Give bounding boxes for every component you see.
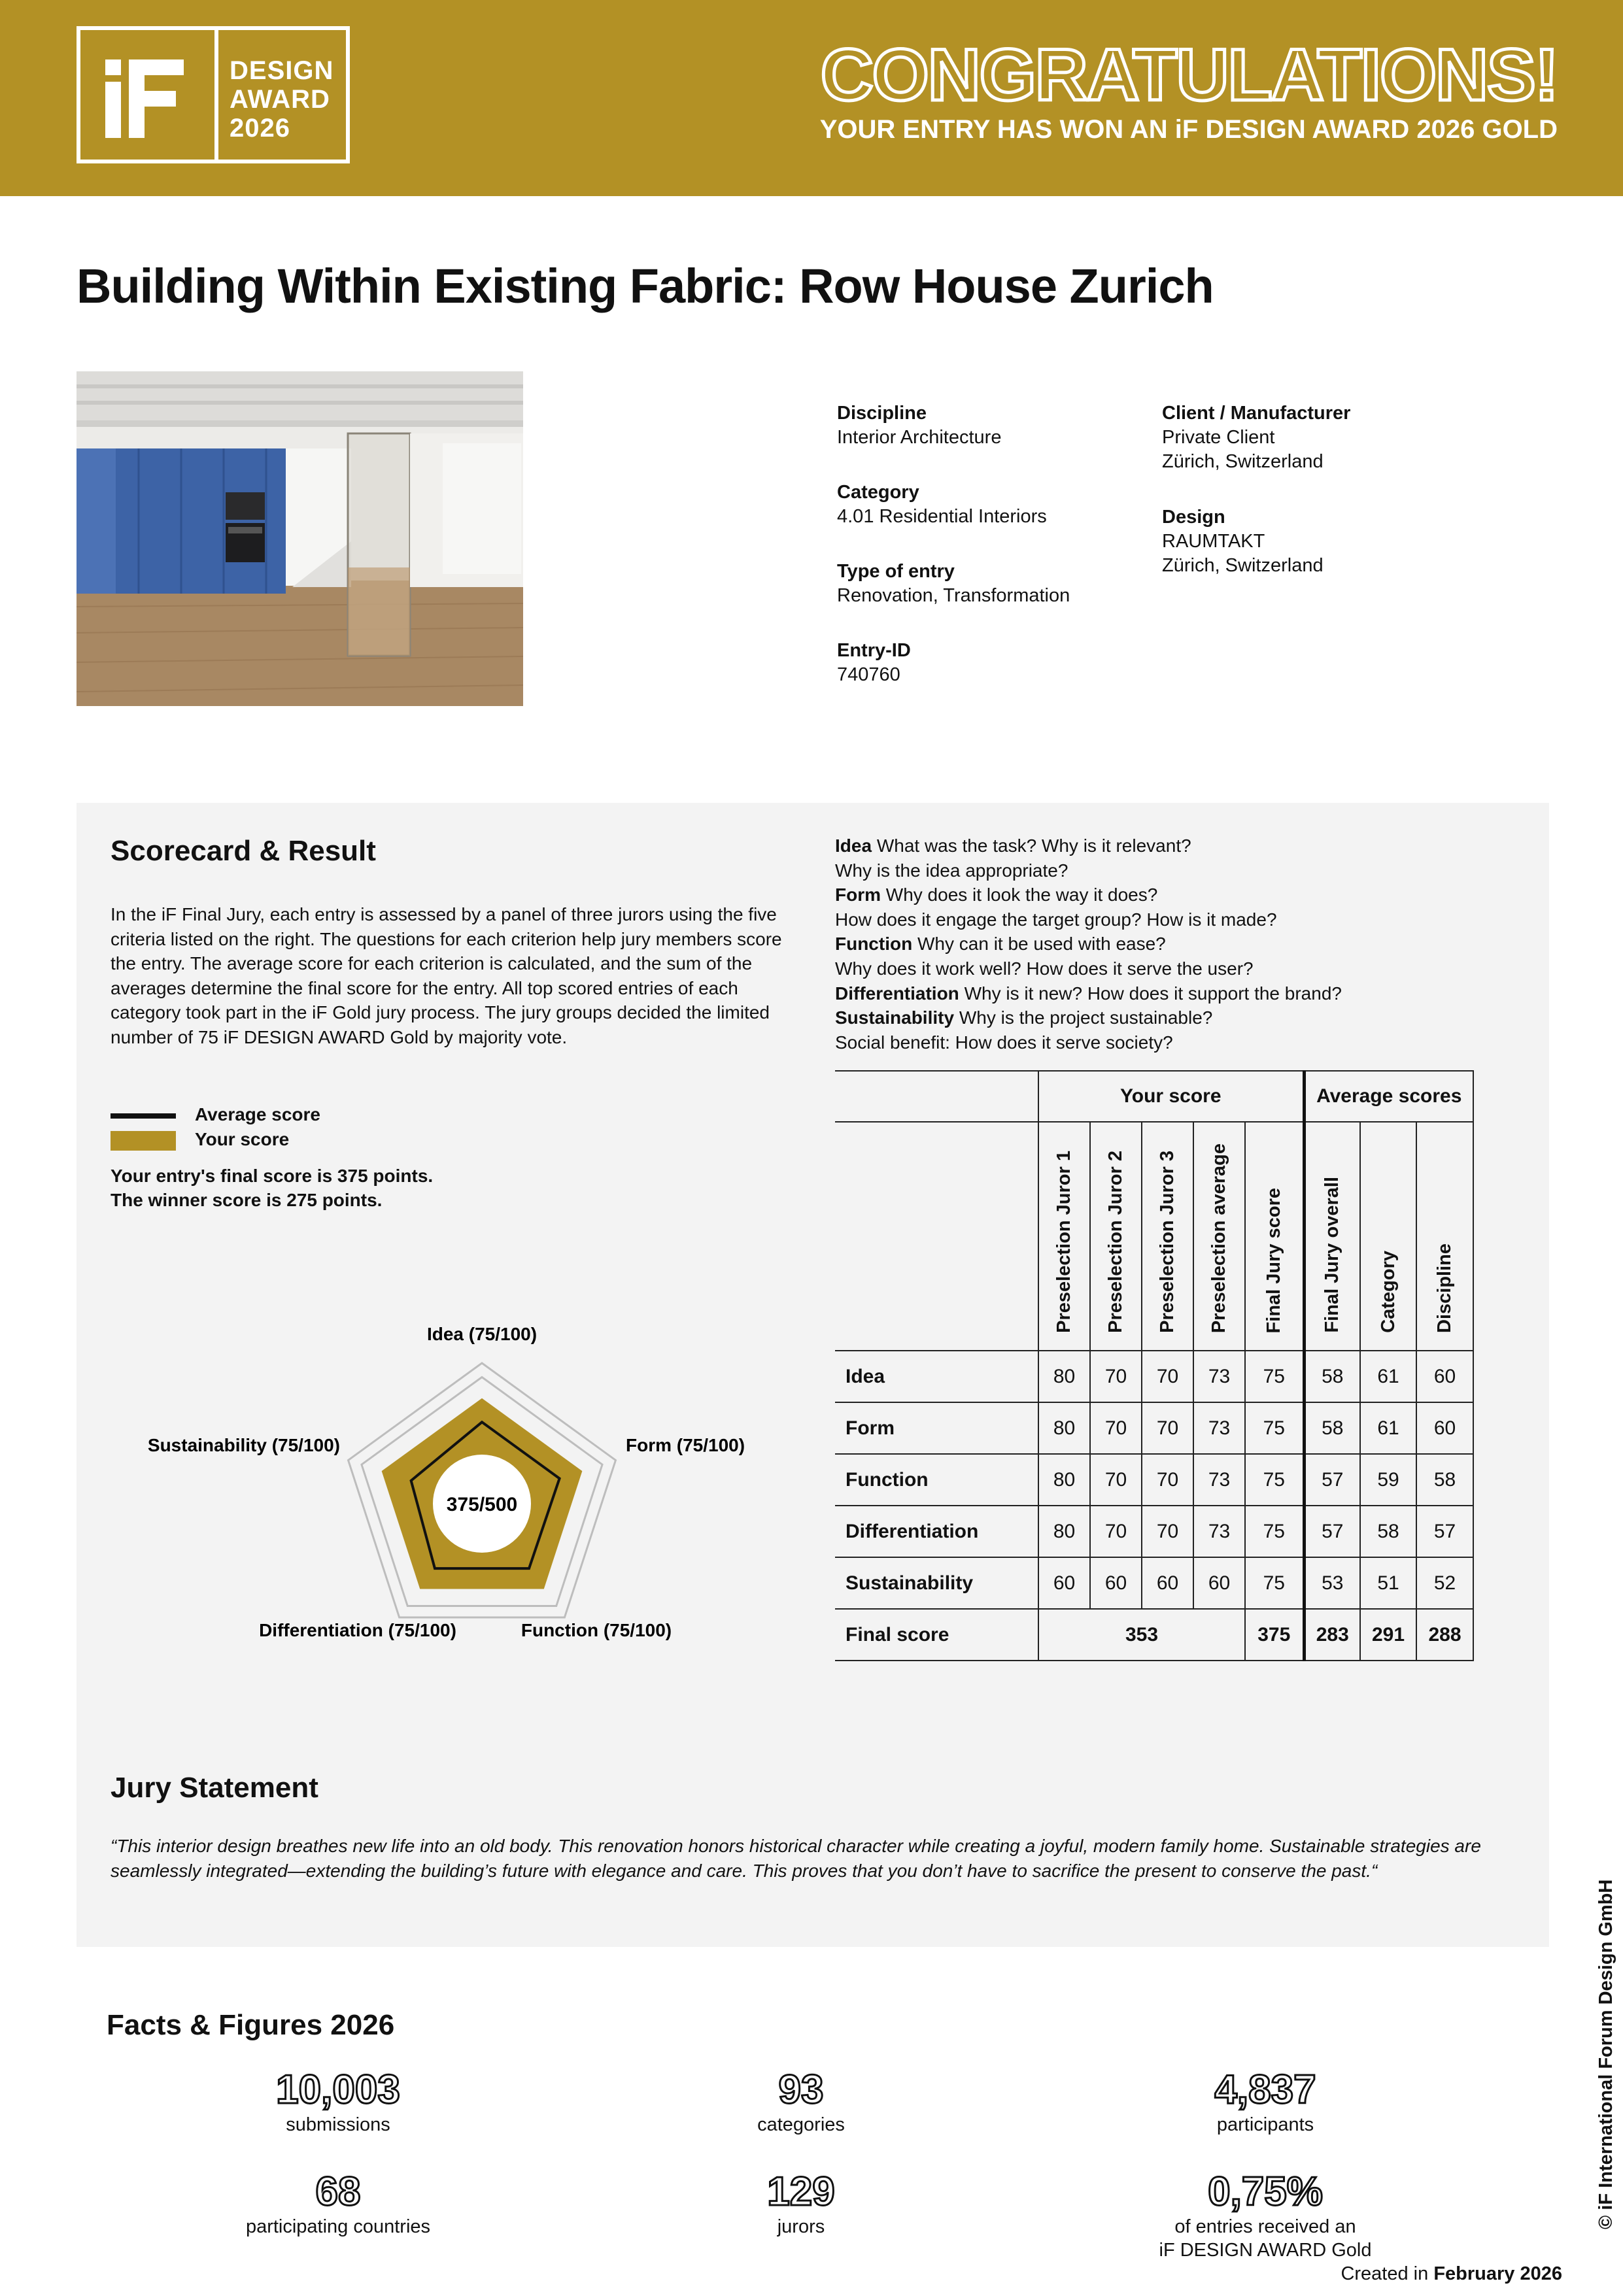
criterion-form: Form Why does it look the way it does? <box>835 885 1158 905</box>
table-row-function: Function 80 70 70 73 75 57 59 58 <box>835 1454 1473 1506</box>
discipline-block: Discipline Interior Architecture <box>837 403 1002 448</box>
radar-label-idea: Idea (75/100) <box>426 1324 538 1344</box>
col-preselection-average: Preselection average <box>1193 1122 1245 1351</box>
group-average-scores: Average scores <box>1304 1071 1473 1122</box>
if-design-award-logo <box>77 26 350 163</box>
score-table <box>835 1070 1474 1661</box>
fact-categories: 93 categories <box>757 2067 845 2135</box>
criterion-idea: Idea What was the task? Why is it relevant? <box>835 836 1191 856</box>
scorecard-intro: In the iF Final Jury, each entry is assessed by a panel of three jurors using the five criteria listed on the right. The questions for each criterion help jury members score the entry. The average score for each criterion is calculated, and the sum of the averages determine the final score for the entry. All top scored entries of each category took part in the iF Gold jury process. The jury groups decided the limited number of 75 iF DESIGN AWARD Gold by majority vote. <box>111 904 782 1047</box>
copyright-notice: © iF International Forum Design GmbH <box>1596 1879 1616 2229</box>
col-preselection-juror-2: Preselection Juror 2 <box>1090 1122 1142 1351</box>
table-row-sustainability: Sustainability 60 60 60 60 75 53 51 52 <box>835 1557 1473 1609</box>
radar-label-sustainability: Sustainability (75/100) <box>147 1435 340 1455</box>
radar-label-function: Function (75/100) <box>521 1620 672 1640</box>
radar-label-form: Form (75/100) <box>626 1435 745 1455</box>
col-category: Category <box>1360 1122 1416 1351</box>
group-your-score: Your score <box>1038 1071 1304 1122</box>
col-discipline: Discipline <box>1416 1122 1473 1351</box>
entry-title: Building Within Existing Fabric: Row House Zurich <box>77 259 1214 313</box>
fact-participants: 4,837 participants <box>1214 2067 1316 2135</box>
radar-chart <box>131 1314 785 1680</box>
type-of-entry-block: Type of entry Renovation, Transformation <box>837 561 1070 606</box>
criterion-function: Function Why can it be used with ease? <box>835 934 1166 954</box>
col-final-jury-overall: Final Jury overall <box>1304 1122 1360 1351</box>
jury-heading: Jury Statement <box>111 1772 318 1804</box>
fact-gold-share: 0,75% of entries received an iF DESIGN AWARD Gold <box>1159 2169 1372 2261</box>
col-preselection-juror-1: Preselection Juror 1 <box>1038 1122 1090 1351</box>
facts-heading: Facts & Figures 2026 <box>107 2009 395 2041</box>
criteria-list <box>835 834 1522 1055</box>
scorecard-heading: Scorecard & Result <box>111 835 376 867</box>
legend-your-score-swatch <box>111 1131 176 1151</box>
fact-countries: 68 participating countries <box>245 2169 431 2237</box>
jury-statement: “This interior design breathes new life into an old body. This renovation honors historical character while creating a joyful, modern family home. Sustainable strategies are seamlessly integrated—extending the building’s future with elegance and care. This proves that you don’t have to sacrifice the present to conserve the past.“ <box>111 1836 1481 1881</box>
criterion-function-q2: Why does it work well? How does it serve the user? <box>835 958 1254 979</box>
if-logo-icon <box>105 59 190 138</box>
radar-label-differentiation: Differentiation (75/100) <box>259 1620 456 1640</box>
design-block: Design RAUMTAKT Zürich, Switzerland <box>1162 507 1324 576</box>
header-band <box>0 0 1623 196</box>
criterion-form-q2: How does it engage the target group? How is it made? <box>835 909 1277 930</box>
criterion-sustainability: Sustainability Why is the project sustainable? <box>835 1007 1213 1028</box>
entry-photo <box>77 371 523 706</box>
col-final-jury-score: Final Jury score <box>1245 1122 1304 1351</box>
logo-divider <box>214 30 218 160</box>
table-row-final-score: Final score 353 375 283 291 288 <box>835 1609 1473 1661</box>
fact-submissions: 10,003 submissions <box>276 2067 400 2135</box>
created-date: Created in February 2026 <box>1341 2263 1562 2284</box>
criterion-idea-q2: Why is the idea appropriate? <box>835 860 1068 881</box>
congratulations-heading: CONGRATULATIONS! <box>820 34 1558 116</box>
final-score-note: Your entry's final score is 375 points. The winner score is 275 points. <box>111 1166 434 1210</box>
table-row-form: Form 80 70 70 73 75 58 61 60 <box>835 1402 1473 1454</box>
criterion-differentiation: Differentiation Why is it new? How does it support the brand? <box>835 983 1342 1004</box>
entry-id-block: Entry-ID 740760 <box>837 640 911 685</box>
table-row-differentiation: Differentiation 80 70 70 73 75 57 58 57 <box>835 1506 1473 1557</box>
fact-jurors: 129 jurors <box>767 2169 835 2237</box>
radar-center-label: 375/500 <box>446 1494 518 1515</box>
legend-your-score-label: Your score <box>195 1129 290 1149</box>
col-preselection-juror-3: Preselection Juror 3 <box>1142 1122 1193 1351</box>
client-block: Client / Manufacturer Private Client Zürich, Switzerland <box>1162 403 1351 472</box>
category-block: Category 4.01 Residential Interiors <box>837 482 1047 527</box>
legend-average-label: Average score <box>195 1104 320 1124</box>
award-subtitle: YOUR ENTRY HAS WON AN iF DESIGN AWARD 2026 GOLD <box>819 115 1558 144</box>
legend-average-swatch <box>111 1113 176 1119</box>
criterion-sustainability-q2: Social benefit: How does it serve society? <box>835 1032 1173 1053</box>
table-row-idea: Idea 80 70 70 73 75 58 61 60 <box>835 1351 1473 1402</box>
logo-text: DESIGN AWARD 2026 <box>230 56 334 143</box>
